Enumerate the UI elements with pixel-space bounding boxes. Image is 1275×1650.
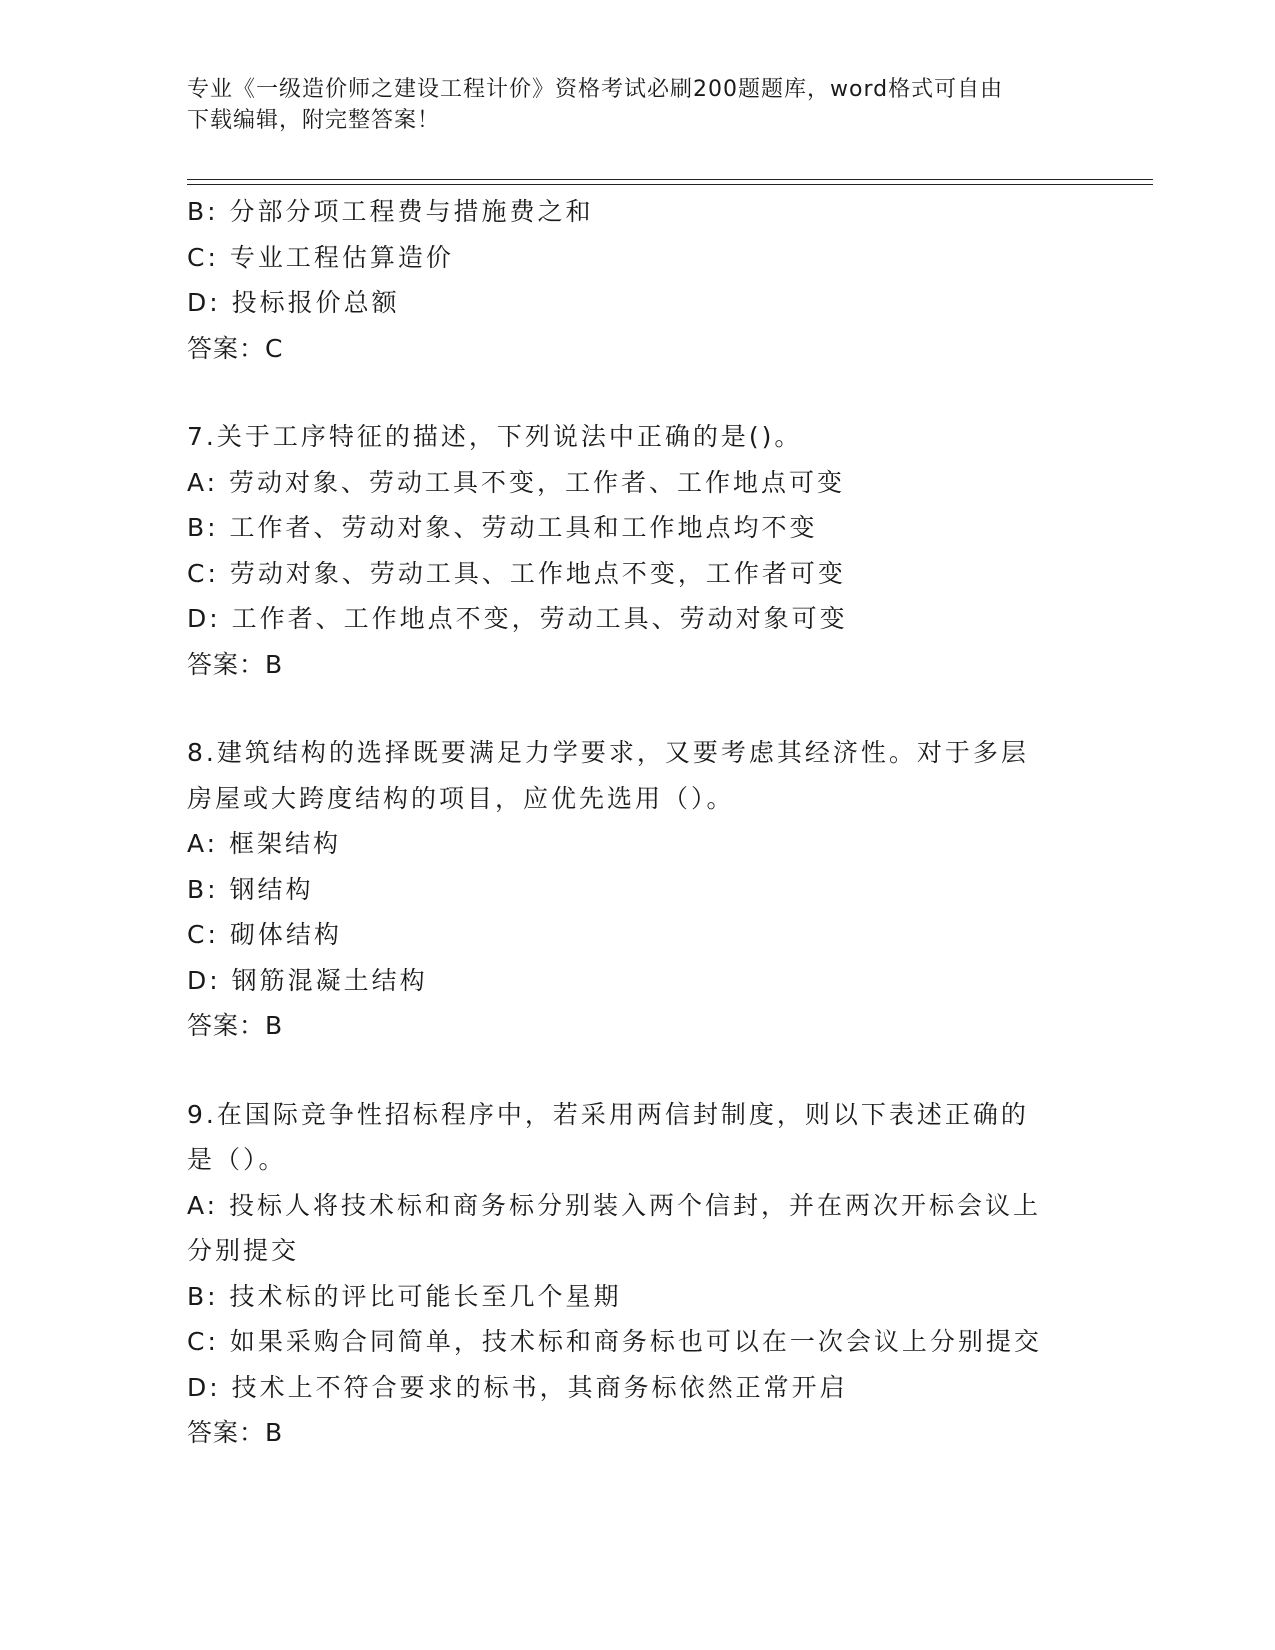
header-divider-bottom bbox=[187, 184, 1153, 185]
document-header bbox=[187, 74, 1077, 136]
option-a-line-2: 分别提交 bbox=[187, 1236, 300, 1265]
question-block-6 bbox=[187, 189, 1087, 371]
spacer bbox=[187, 687, 1087, 730]
question-list bbox=[187, 189, 1087, 1456]
option-d: D: 投标报价总额 bbox=[187, 288, 400, 317]
option-c: C: 砌体结构 bbox=[187, 920, 342, 949]
answer: 答案：B bbox=[187, 1011, 284, 1040]
option-d: D: 钢筋混凝土结构 bbox=[187, 965, 428, 995]
option-a: A: 劳动对象、劳动工具不变，工作者、工作地点可变 bbox=[187, 467, 846, 497]
option-a: A: 框架结构 bbox=[187, 829, 342, 858]
question-block-7 bbox=[187, 414, 1087, 687]
question-stem: 7.关于工序特征的描述，下列说法中正确的是()。 bbox=[187, 422, 803, 451]
question-stem-line-2: 是（）。 bbox=[187, 1145, 287, 1174]
question-stem-line-2: 房屋或大跨度结构的项目，应优先选用（）。 bbox=[187, 783, 735, 813]
question-block-8 bbox=[187, 730, 1087, 1049]
option-d: D: 工作者、工作地点不变，劳动工具、劳动对象可变 bbox=[187, 604, 848, 633]
answer: 答案：B bbox=[187, 649, 284, 679]
option-b: B: 钢结构 bbox=[187, 874, 314, 904]
option-b: B: 工作者、劳动对象、劳动工具和工作地点均不变 bbox=[187, 513, 818, 542]
answer: 答案：B bbox=[187, 1418, 284, 1447]
answer: 答案：C bbox=[187, 333, 284, 363]
option-c: C: 专业工程估算造价 bbox=[187, 242, 454, 272]
option-d: D: 技术上不符合要求的标书，其商务标依然正常开启 bbox=[187, 1372, 848, 1402]
question-stem-line-1: 8.建筑结构的选择既要满足力学要求，又要考虑其经济性。对于多层 bbox=[187, 738, 1029, 767]
question-block-9 bbox=[187, 1092, 1087, 1456]
spacer bbox=[187, 371, 1087, 414]
option-b: B: 技术标的评比可能长至几个星期 bbox=[187, 1281, 622, 1311]
question-stem-line-1: 9.在国际竞争性招标程序中，若采用两信封制度，则以下表述正确的 bbox=[187, 1099, 1029, 1129]
header-divider-top bbox=[187, 179, 1153, 180]
header-line-1: 专业《一级造价师之建设工程计价》资格考试必刷200题题库，word格式可自由 bbox=[187, 77, 1004, 102]
option-b: B: 分部分项工程费与措施费之和 bbox=[187, 197, 594, 226]
header-line-2: 下载编辑，附完整答案！ bbox=[187, 108, 441, 133]
option-a-line-1: A: 投标人将技术标和商务标分别装入两个信封，并在两次开标会议上 bbox=[187, 1190, 1042, 1220]
spacer bbox=[187, 1049, 1087, 1092]
option-c: C: 如果采购合同简单，技术标和商务标也可以在一次会议上分别提交 bbox=[187, 1327, 1042, 1356]
option-c: C: 劳动对象、劳动工具、工作地点不变，工作者可变 bbox=[187, 558, 846, 588]
